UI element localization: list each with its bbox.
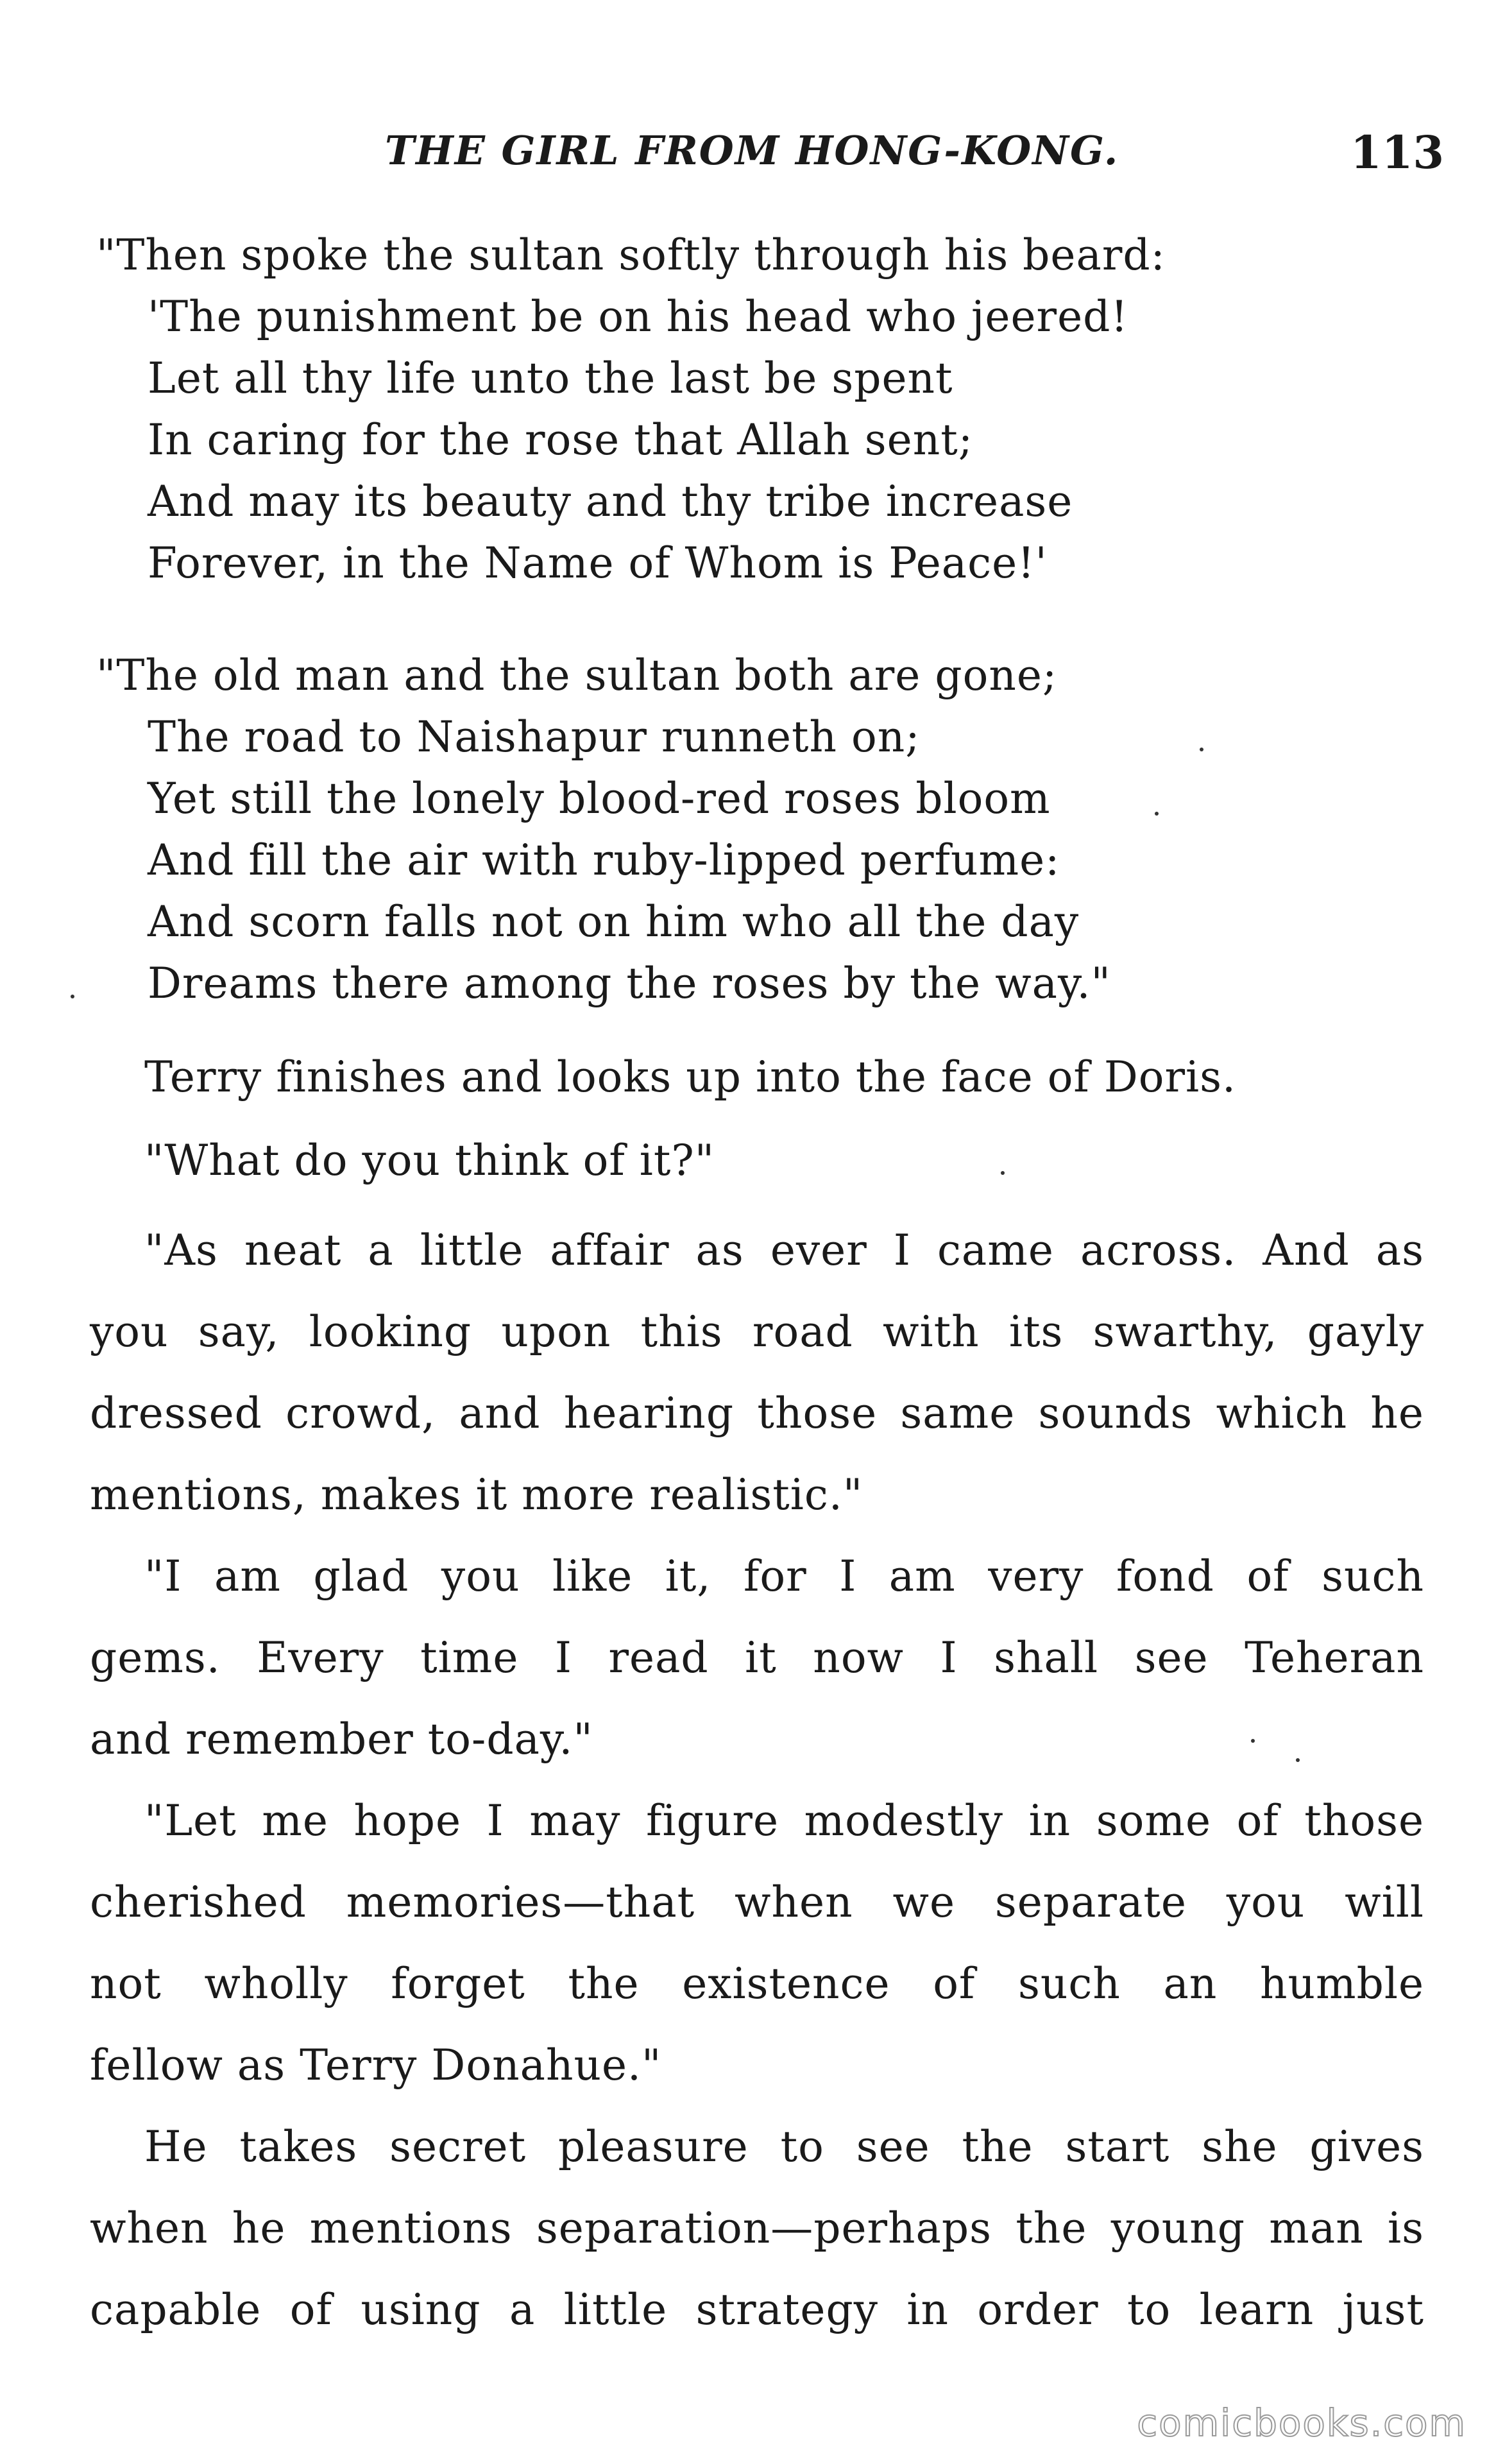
prose-line: He takes secret pleasure to see the start she gives	[144, 2122, 1424, 2171]
poem-line: 'The punishment be on his head who jeered!	[148, 292, 1128, 341]
poem-line: "Then spoke the sultan softly through his beard:	[96, 230, 1166, 280]
prose-line: dressed crowd, and hearing those same sounds which he	[90, 1389, 1424, 1438]
speck	[1155, 812, 1159, 816]
page-number: 113	[1350, 126, 1445, 179]
speck	[1251, 1739, 1255, 1743]
speck	[71, 995, 74, 998]
prose-block	[90, 1210, 1424, 2350]
speck	[1001, 1171, 1005, 1175]
watermark: comicbooks.com	[1137, 2401, 1467, 2445]
prose-line: you say, looking upon this road with its swarthy, gayly	[90, 1307, 1424, 1356]
poem-line: Let all thy life unto the last be spent	[148, 354, 953, 403]
poem-line: And may its beauty and thy tribe increase	[148, 477, 1073, 526]
prose-line: capable of using a little strategy in order to learn just	[90, 2285, 1424, 2334]
poem-line: And scorn falls not on him who all the day	[148, 897, 1080, 946]
prose-line: "As neat a little affair as ever I came across. And as	[144, 1226, 1424, 1275]
speck	[1296, 1758, 1300, 1762]
prose-line: "Let me hope I may figure modestly in some of those	[144, 1796, 1424, 1845]
prose-line: mentions, makes it more realistic."	[90, 1470, 863, 1519]
poem-line: In caring for the rose that Allah sent;	[148, 415, 974, 465]
prose-line: fellow as Terry Donahue."	[90, 2041, 662, 2090]
poem-line: Forever, in the Name of Whom is Peace!'	[148, 538, 1048, 588]
prose-line: cherished memories—that when we separate you will	[90, 1878, 1424, 1927]
poem-line: The road to Naishapur runneth on;	[148, 712, 921, 762]
poem-line: Dreams there among the roses by the way."	[148, 959, 1111, 1008]
poem-line: Yet still the lonely blood-red roses bloom	[148, 774, 1051, 823]
poem-stanza-2	[96, 645, 1411, 1014]
speck	[1200, 748, 1203, 751]
running-title: THE GIRL FROM HONG-KONG.	[385, 127, 1119, 174]
prose-line: "I am glad you like it, for I am very fond of such	[144, 1552, 1424, 1601]
poem-line: "The old man and the sultan both are gone;	[96, 651, 1058, 700]
prose-line: gems. Every time I read it now I shall see Teheran	[90, 1633, 1424, 1682]
poem-stanza-1	[96, 225, 1411, 594]
prose-line: when he mentions separation—perhaps the young man is	[90, 2203, 1424, 2253]
poem-line: And fill the air with ruby-lipped perfume:	[148, 835, 1060, 885]
paragraph-what-think: "What do you think of it?"	[144, 1136, 715, 1185]
paragraph-terry-finishes: Terry finishes and looks up into the face of Doris.	[144, 1052, 1236, 1102]
prose-line: not wholly forget the existence of such an humble	[90, 1959, 1424, 2008]
running-head	[0, 127, 1505, 198]
prose-line: and remember to-day."	[90, 1715, 593, 1764]
